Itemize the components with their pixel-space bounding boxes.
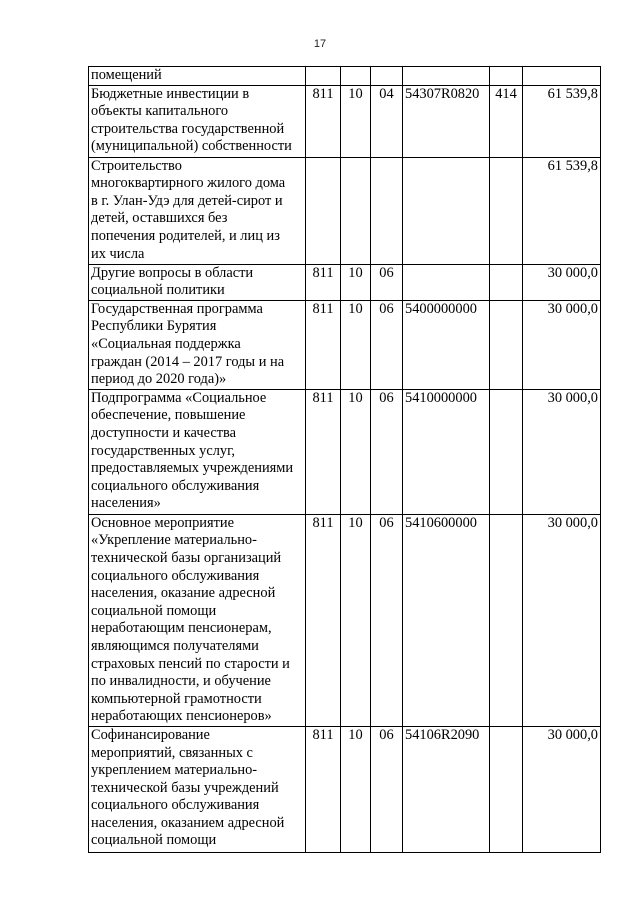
table-row bbox=[89, 157, 601, 264]
ministry-code-cell-text: 811 bbox=[312, 514, 334, 531]
row-name-cell-text: Основное мероприятие «Укрепление материально- технической базы организаций социального обслуживания населения, оказание адресной социальной помощи неработающим пенсионерам, являющимся получателями страховых пенсий по старости и по инвалидности, и обучение компьютерной грамотности неработающих пенсионеров» bbox=[91, 514, 290, 725]
expense-type-cell bbox=[490, 389, 523, 514]
row-name-cell bbox=[89, 726, 306, 852]
expense-type-cell bbox=[490, 67, 523, 86]
ministry-code-cell-text: 811 bbox=[312, 389, 334, 406]
row-name-cell-text: Бюджетные инвестиции в объекты капитального строительства государственной (муниципальной) собственности bbox=[91, 85, 292, 155]
row-name-cell bbox=[89, 264, 306, 300]
section-code-cell-text: 10 bbox=[348, 514, 363, 531]
subsection-code-cell bbox=[371, 300, 403, 389]
subsection-code-cell bbox=[371, 726, 403, 852]
amount-cell bbox=[523, 389, 601, 514]
section-code-cell bbox=[341, 726, 371, 852]
amount-cell bbox=[523, 726, 601, 852]
target-article-cell-text: 5410600000 bbox=[405, 514, 477, 531]
amount-cell-text: 30 000,0 bbox=[547, 389, 598, 406]
expense-type-cell bbox=[490, 157, 523, 264]
ministry-code-cell bbox=[306, 514, 341, 726]
table-body bbox=[89, 67, 601, 853]
subsection-code-cell-text: 06 bbox=[379, 726, 394, 743]
row-name-cell bbox=[89, 67, 306, 86]
expense-type-cell bbox=[490, 264, 523, 300]
row-name-cell bbox=[89, 514, 306, 726]
table-row bbox=[89, 300, 601, 389]
section-code-cell-text: 10 bbox=[348, 85, 363, 102]
amount-cell bbox=[523, 67, 601, 86]
page-number: 17 bbox=[313, 38, 327, 50]
subsection-code-cell bbox=[371, 67, 403, 86]
amount-cell bbox=[523, 157, 601, 264]
expense-type-cell bbox=[490, 85, 523, 157]
subsection-code-cell bbox=[371, 85, 403, 157]
row-name-cell-text: помещений bbox=[91, 67, 162, 83]
ministry-code-cell bbox=[306, 389, 341, 514]
target-article-cell-text: 54307R0820 bbox=[405, 85, 480, 102]
amount-cell bbox=[523, 300, 601, 389]
section-code-cell-text: 10 bbox=[348, 389, 363, 406]
amount-cell bbox=[523, 85, 601, 157]
section-code-cell-text: 10 bbox=[348, 264, 363, 281]
section-code-cell bbox=[341, 300, 371, 389]
target-article-cell-text: 54106R2090 bbox=[405, 726, 480, 743]
subsection-code-cell-text: 04 bbox=[379, 85, 394, 102]
table-row bbox=[89, 726, 601, 852]
ministry-code-cell bbox=[306, 67, 341, 86]
section-code-cell bbox=[341, 85, 371, 157]
ministry-code-cell-text: 811 bbox=[312, 300, 334, 317]
table-row bbox=[89, 389, 601, 514]
row-name-cell bbox=[89, 300, 306, 389]
ministry-code-cell bbox=[306, 300, 341, 389]
row-name-cell-text: Государственная программа Республики Бурятия «Социальная поддержка граждан (2014 – 2017 годы и на период до 2020 года)» bbox=[91, 300, 285, 388]
expense-type-cell bbox=[490, 726, 523, 852]
expense-type-cell-text: 414 bbox=[495, 85, 517, 102]
ministry-code-cell bbox=[306, 157, 341, 264]
amount-cell-text: 61 539,8 bbox=[547, 85, 598, 102]
subsection-code-cell-text: 06 bbox=[379, 514, 394, 531]
section-code-cell-text: 10 bbox=[348, 300, 363, 317]
table-row bbox=[89, 67, 601, 86]
section-code-cell bbox=[341, 157, 371, 264]
ministry-code-cell-text: 811 bbox=[312, 264, 334, 281]
row-name-cell bbox=[89, 85, 306, 157]
expense-type-cell bbox=[490, 514, 523, 726]
amount-cell-text: 30 000,0 bbox=[547, 514, 598, 531]
table-row bbox=[89, 264, 601, 300]
row-name-cell-text: Подпрограмма «Социальное обеспечение, повышение доступности и качества государственных услуг, предоставляемых учреждениями социального обслуживания населения» bbox=[91, 389, 294, 512]
target-article-cell bbox=[403, 67, 490, 86]
expense-type-cell bbox=[490, 300, 523, 389]
row-name-cell bbox=[89, 157, 306, 264]
target-article-cell bbox=[403, 264, 490, 300]
section-code-cell bbox=[341, 389, 371, 514]
budget-table bbox=[88, 66, 601, 853]
ministry-code-cell bbox=[306, 264, 341, 300]
ministry-code-cell bbox=[306, 726, 341, 852]
subsection-code-cell bbox=[371, 514, 403, 726]
target-article-cell bbox=[403, 300, 490, 389]
target-article-cell-text: 5400000000 bbox=[405, 300, 477, 317]
table-row bbox=[89, 85, 601, 157]
row-name-cell-text: Строительство многоквартирного жилого дома в г. Улан-Удэ для детей-сирот и детей, оставшихся без попечения родителей, и лиц из их числа bbox=[91, 157, 286, 262]
subsection-code-cell-text: 06 bbox=[379, 264, 394, 281]
subsection-code-cell bbox=[371, 157, 403, 264]
amount-cell bbox=[523, 514, 601, 726]
ministry-code-cell bbox=[306, 85, 341, 157]
target-article-cell bbox=[403, 157, 490, 264]
section-code-cell bbox=[341, 514, 371, 726]
subsection-code-cell-text: 06 bbox=[379, 300, 394, 317]
section-code-cell-text: 10 bbox=[348, 726, 363, 743]
amount-cell-text: 61 539,8 bbox=[547, 157, 598, 174]
row-name-cell-text: Софинансирование мероприятий, связанных с укреплением материально- технической базы учреждений социального обслуживания населения, оказанием адресной социальной помощи bbox=[91, 726, 285, 849]
target-article-cell bbox=[403, 85, 490, 157]
amount-cell-text: 30 000,0 bbox=[547, 300, 598, 317]
ministry-code-cell-text: 811 bbox=[312, 726, 334, 743]
ministry-code-cell-text: 811 bbox=[312, 85, 334, 102]
row-name-cell-text: Другие вопросы в области социальной политики bbox=[91, 264, 254, 299]
table-row bbox=[89, 514, 601, 726]
subsection-code-cell-text: 06 bbox=[379, 389, 394, 406]
target-article-cell bbox=[403, 514, 490, 726]
target-article-cell bbox=[403, 389, 490, 514]
subsection-code-cell bbox=[371, 264, 403, 300]
amount-cell-text: 30 000,0 bbox=[547, 264, 598, 281]
target-article-cell-text: 5410000000 bbox=[405, 389, 477, 406]
amount-cell bbox=[523, 264, 601, 300]
row-name-cell bbox=[89, 389, 306, 514]
section-code-cell bbox=[341, 264, 371, 300]
section-code-cell bbox=[341, 67, 371, 86]
target-article-cell bbox=[403, 726, 490, 852]
subsection-code-cell bbox=[371, 389, 403, 514]
amount-cell-text: 30 000,0 bbox=[547, 726, 598, 743]
